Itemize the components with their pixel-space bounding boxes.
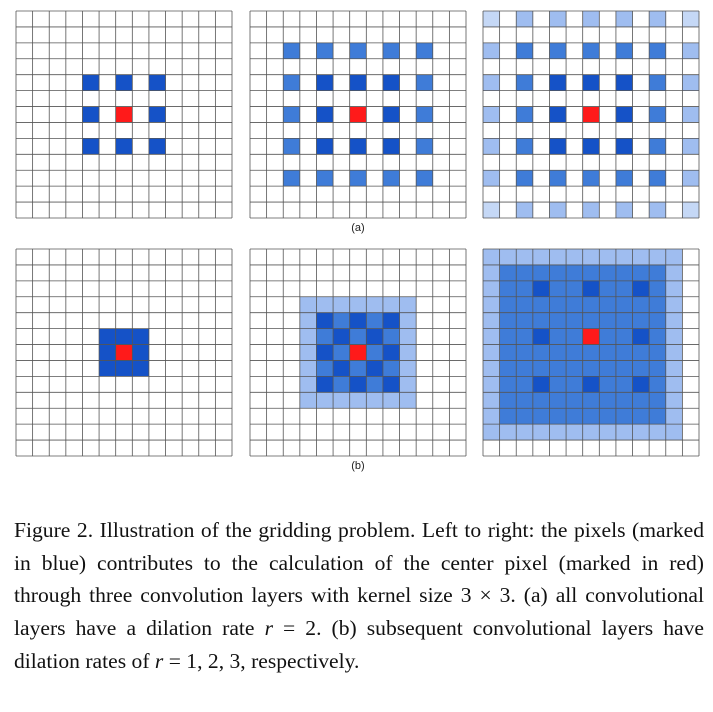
contributing-pixel [616,138,633,154]
contributing-pixel [516,75,533,91]
caption-text-3: = 1, 2, 3, respectively. [163,648,360,673]
contributing-pixel [649,11,666,27]
contributing-pixel [416,43,433,59]
figure-caption [14,514,704,678]
caption-math-r2: r [154,648,164,673]
contributing-pixel [483,170,500,186]
contributing-pixel [283,170,300,186]
contributing-pixel [649,107,666,123]
contributing-pixel [583,43,600,59]
contributing-pixel [316,376,333,392]
contributing-pixel [116,75,133,91]
contributing-pixel [682,202,699,218]
grid-panel-a-2 [250,11,466,218]
contributing-pixel [383,313,400,329]
contributing-pixel [533,329,550,345]
contributing-pixel [350,43,367,59]
contributing-pixel [549,107,566,123]
contributing-pixel [616,11,633,27]
contributing-pixel [383,376,400,392]
contributing-pixel [116,138,133,154]
contributing-pixel [350,376,367,392]
contributing-pixel [516,11,533,27]
contributing-pixel [416,75,433,91]
center-pixel [583,329,600,345]
center-pixel [350,345,367,361]
contributing-pixel [682,43,699,59]
grid-panel-b-2 [250,249,466,456]
grid-panel-b-3 [483,249,699,456]
contributing-pixel [383,345,400,361]
contributing-pixel [516,107,533,123]
contributing-pixel [583,75,600,91]
contributing-pixel [383,107,400,123]
contributing-pixel [82,107,99,123]
contributing-pixel [316,138,333,154]
contributing-pixel [416,107,433,123]
contributing-pixel [383,75,400,91]
contributing-pixel [549,43,566,59]
contributing-pixel [616,107,633,123]
contributing-pixel [649,75,666,91]
grid-panel-a-1 [16,11,232,218]
contributing-pixel [383,43,400,59]
contributing-pixel [350,138,367,154]
contributing-pixel [283,107,300,123]
contributing-pixel [283,43,300,59]
center-pixel [116,345,133,361]
contributing-pixel [516,138,533,154]
contributing-pixel [350,170,367,186]
contributing-pixel [616,75,633,91]
contributing-pixel [516,43,533,59]
center-pixel [116,107,133,123]
contributing-pixel [649,202,666,218]
contributing-pixel [682,75,699,91]
contributing-pixel [82,75,99,91]
contributing-pixel [366,329,383,345]
contributing-pixel [583,376,600,392]
contributing-pixel [283,75,300,91]
contributing-pixel [350,313,367,329]
caption-text-1: Figure 2. Illustration of the gridding problem. Left to right: the pixels (marked in blue) contributes to the calculation of the center pixel (marked in red) through three convolution layers with kernel size 3 × 3. (a) all convolutional layers have a dilation rate [14,518,704,641]
contributing-pixel [549,202,566,218]
contributing-pixel [283,138,300,154]
contributing-pixel [316,75,333,91]
contributing-pixel [516,202,533,218]
contributing-pixel [316,313,333,329]
contributing-pixel [483,43,500,59]
contributing-pixel [383,170,400,186]
contributing-pixel [316,170,333,186]
contributing-pixel [682,138,699,154]
contributing-pixel [633,376,650,392]
grid-panel-a-3 [483,11,699,218]
contributing-pixel [583,170,600,186]
contributing-pixel [616,170,633,186]
contributing-pixel [633,281,650,297]
contributing-pixel [483,138,500,154]
contributing-pixel [483,11,500,27]
contributing-pixel [149,138,166,154]
contributing-pixel [333,329,350,345]
contributing-pixel [549,75,566,91]
contributing-pixel [616,202,633,218]
contributing-pixel [316,345,333,361]
contributing-pixel [549,170,566,186]
contributing-pixel [549,11,566,27]
contributing-pixel [583,202,600,218]
caption-text-2: = 2. (b) subsequent convolutional layers have dilation rates of [14,616,704,673]
contributing-pixel [383,138,400,154]
center-pixel [350,107,367,123]
contributing-pixel [583,11,600,27]
contributing-pixel [549,138,566,154]
contributing-pixel [333,360,350,376]
contributing-pixel [649,138,666,154]
contributing-pixel [149,75,166,91]
contributing-pixel [583,281,600,297]
contributing-pixel [483,202,500,218]
contributing-pixel [649,170,666,186]
contributing-pixel [516,170,533,186]
contributing-pixel [583,138,600,154]
contributing-pixel [483,107,500,123]
contributing-pixel [82,138,99,154]
contributing-pixel [316,107,333,123]
contributing-pixel [316,43,333,59]
contributing-pixel [483,75,500,91]
contributing-pixel [533,281,550,297]
contributing-pixel [366,360,383,376]
contributing-pixel [649,43,666,59]
contributing-pixel [682,107,699,123]
subfigure-label-a: (a) [351,222,365,234]
contributing-pixel [633,329,650,345]
contributing-pixel [682,11,699,27]
contributing-pixel [416,170,433,186]
contributing-pixel [682,170,699,186]
contributing-pixel [616,43,633,59]
subfigure-label-b: (b) [351,460,365,472]
contributing-pixel [350,75,367,91]
center-pixel [583,107,600,123]
grid-panel-b-1 [16,249,232,456]
contributing-pixel [533,376,550,392]
caption-math-r1: r [264,616,273,641]
contributing-pixel [149,107,166,123]
contributing-pixel [416,138,433,154]
